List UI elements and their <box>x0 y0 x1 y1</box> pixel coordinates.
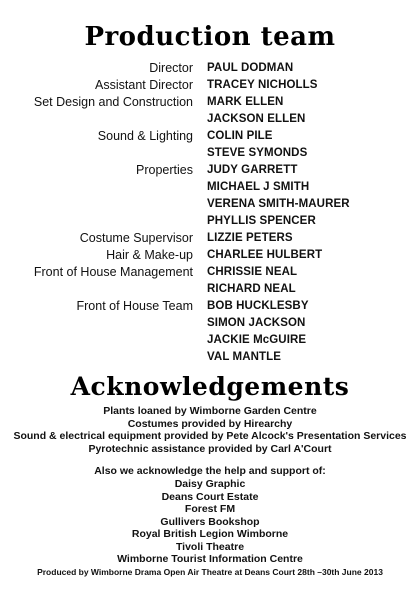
acknowledgement-line: Pyrotechnic assistance provided by Carl A'Court <box>88 442 332 455</box>
acknowledgement-line: Sound & electrical equipment provided by Pete Alcock's Presentation Services <box>13 430 407 442</box>
team-role: Front of House Team <box>76 299 193 313</box>
team-member-name: CHRISSIE NEAL <box>207 266 298 278</box>
team-member-name: LIZZIE PETERS <box>207 232 293 244</box>
team-member-name: TRACEY NICHOLLS <box>207 79 318 91</box>
team-row <box>0 281 420 298</box>
supporter-line: Deans Court Estate <box>161 490 259 503</box>
team-row <box>0 315 420 332</box>
team-member-name: SIMON JACKSON <box>207 317 306 329</box>
team-row <box>0 230 420 247</box>
acknowledgement-line: Plants loaned by Wimborne Garden Centre <box>103 405 317 417</box>
team-row <box>0 60 420 77</box>
team-member-name: BOB HUCKLESBY <box>207 300 309 312</box>
team-row <box>0 111 420 128</box>
team-member-name: PHYLLIS SPENCER <box>207 215 316 227</box>
team-role: Assistant Director <box>95 78 193 92</box>
team-row <box>0 213 420 230</box>
team-role: Director <box>149 61 193 75</box>
team-row <box>0 247 420 264</box>
team-row <box>0 332 420 349</box>
team-member-name: VAL MANTLE <box>207 351 282 363</box>
team-role: Costume Supervisor <box>79 231 193 245</box>
team-row <box>0 128 420 145</box>
production-team-heading: Production team <box>84 22 336 52</box>
team-row <box>0 145 420 162</box>
acknowledgements-list <box>0 405 420 455</box>
team-row <box>0 349 420 366</box>
acknowledgements-heading: Acknowledgements <box>70 372 350 401</box>
team-row <box>0 94 420 111</box>
team-member-name: JUDY GARRETT <box>207 164 298 176</box>
team-member-name: JACKIE McGUIRE <box>207 334 307 346</box>
production-footer: Produced by Wimborne Drama Open Air Theatre at Deans Court 28th –30th June 2013 <box>37 567 383 577</box>
team-member-name: PAUL DODMAN <box>207 62 294 74</box>
team-role: Front of House Management <box>33 265 193 279</box>
team-role: Properties <box>136 163 193 177</box>
supporter-line: Royal British Legion Wimborne <box>131 528 289 540</box>
supporter-line: Gullivers Bookshop <box>160 515 260 528</box>
supporter-line: Daisy Graphic <box>174 478 246 490</box>
team-list <box>0 60 420 366</box>
team-row <box>0 179 420 196</box>
team-member-name: CHARLEE HULBERT <box>207 249 323 261</box>
team-role: Hair & Make-up <box>106 248 193 262</box>
team-row <box>0 196 420 213</box>
team-row <box>0 162 420 179</box>
team-member-name: MICHAEL J SMITH <box>207 181 310 193</box>
team-member-name: COLIN PILE <box>207 130 273 142</box>
team-member-name: JACKSON ELLEN <box>207 113 306 125</box>
team-role: Sound & Lighting <box>97 129 193 143</box>
team-member-name: RICHARD NEAL <box>207 283 296 295</box>
support-intro: Also we acknowledge the help and support of: <box>94 465 326 477</box>
team-role: Set Design and Construction <box>33 95 193 109</box>
acknowledgement-line: Costumes provided by Hirearchy <box>127 417 293 430</box>
team-member-name: VERENA SMITH-MAURER <box>207 198 350 210</box>
team-member-name: MARK ELLEN <box>207 96 284 108</box>
team-row <box>0 77 420 94</box>
supporters-list <box>0 478 420 566</box>
team-member-name: STEVE SYMONDS <box>207 147 308 159</box>
support-block <box>0 465 420 566</box>
team-row <box>0 264 420 281</box>
supporter-line: Wimborne Tourist Information Centre <box>117 553 303 565</box>
team-row <box>0 298 420 315</box>
supporter-line: Tivoli Theatre <box>175 540 245 553</box>
supporter-line: Forest FM <box>184 503 236 515</box>
